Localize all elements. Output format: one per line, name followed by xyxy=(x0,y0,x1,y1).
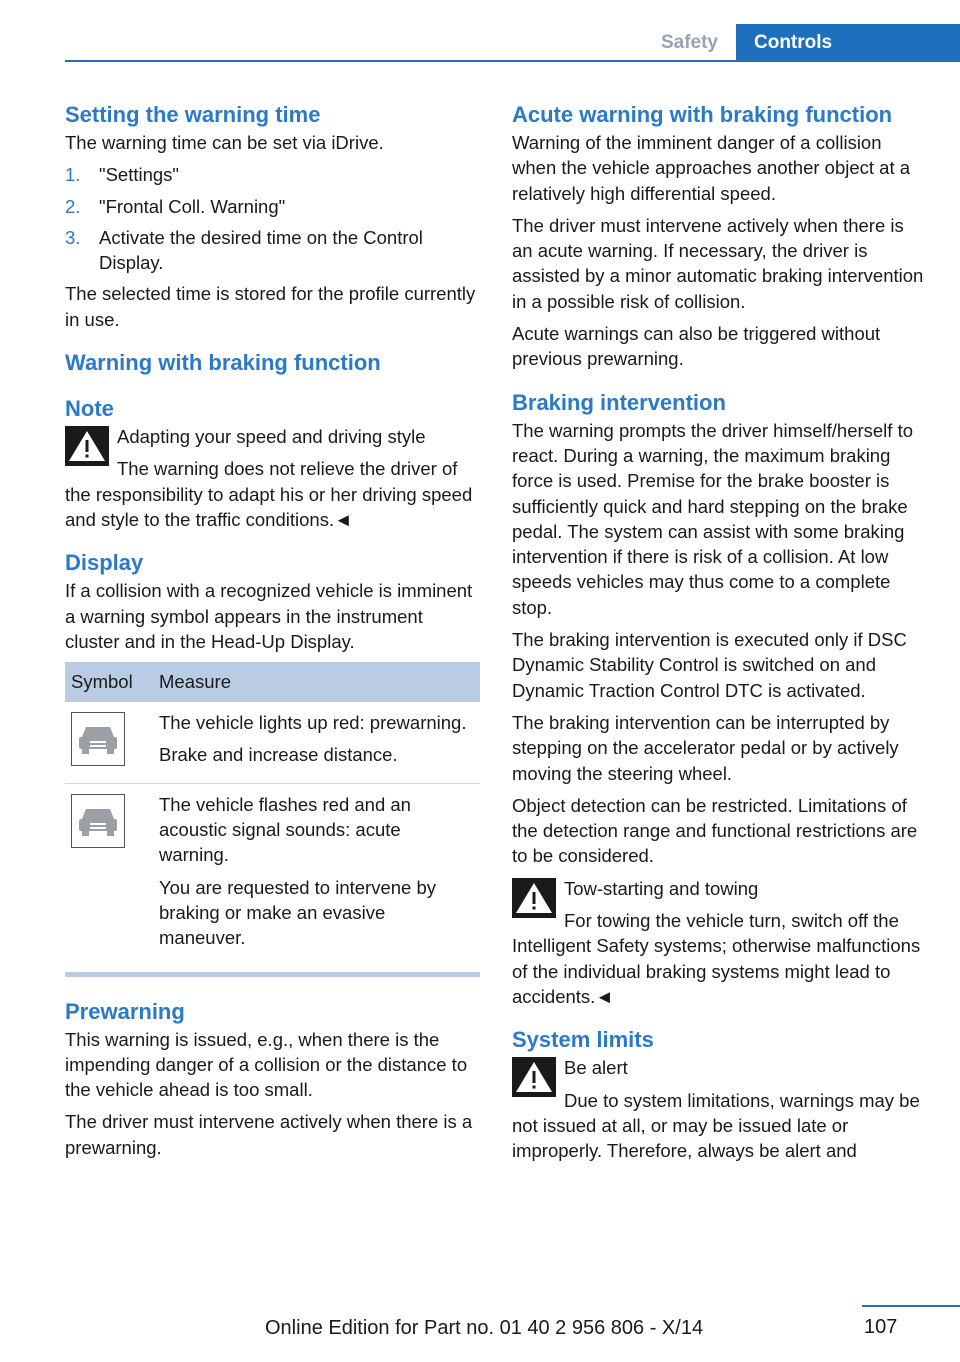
step-number: 3. xyxy=(65,226,81,248)
paragraph-bi-3: The braking intervention can be interrupted by stepping on the accelerator pedal or by actively moving the steering wheel. xyxy=(512,711,899,784)
symbol-cell xyxy=(65,783,153,965)
heading-setting-warning-time: Setting the warning time xyxy=(65,102,321,127)
heading-warning-braking-function: Warning with braking function xyxy=(65,350,381,376)
tab-safety[interactable]: Safety xyxy=(660,32,718,53)
step-number: 2. xyxy=(65,195,81,217)
list-item xyxy=(65,225,480,276)
tab-controls[interactable]: Controls xyxy=(736,24,960,61)
table-bottom-rule xyxy=(65,972,480,977)
paragraph-warning-time: The warning time can be set via iDrive. xyxy=(65,132,384,153)
column-header-symbol: Symbol xyxy=(65,662,153,702)
note-box xyxy=(65,424,480,449)
heading-braking-intervention: Braking intervention xyxy=(512,389,726,415)
alert-note-box xyxy=(512,1055,927,1080)
paragraph-prewarning-1: This warning is issued, e.g., when there is the impending danger of a collision or the distance to the vehicle ahead is too small. xyxy=(65,1028,468,1101)
alert-note-title: Be alert xyxy=(564,1057,628,1079)
heading-system-limits: System limits xyxy=(512,1027,654,1053)
list-item xyxy=(65,194,480,219)
header-rule xyxy=(65,60,960,62)
column-header-measure: Measure xyxy=(153,662,480,702)
tow-note-title: Tow-starting and towing xyxy=(564,877,759,899)
paragraph-acute-1: Warning of the imminent danger of a collision when the vehicle approaches another object at a relatively high differential speed. xyxy=(512,132,911,204)
paragraph-acute-3: Acute warnings can also be triggered without previous prewarning. xyxy=(512,323,881,370)
table-row xyxy=(65,783,480,965)
paragraph-bi-4: Object detection can be restricted. Limitations of the detection range and functional restrictions are to be considered. xyxy=(512,794,918,867)
measure-line: You are requested to intervene by braking or make an evasive maneuver. xyxy=(159,876,437,949)
paragraph-prewarning-2: The driver must intervene actively when there is a prewarning. xyxy=(65,1111,473,1158)
paragraph-acute-2: The driver must intervene actively when there is an acute warning. If necessary, the driver is assisted by a minor automatic braking intervention in a possible risk of collision. xyxy=(512,214,924,312)
heading-acute-warning: Acute warning with braking function xyxy=(512,102,893,127)
page-number: 107 xyxy=(864,1316,898,1338)
measure-cell xyxy=(153,783,480,965)
warning-triangle-icon xyxy=(512,878,556,918)
heading-note: Note xyxy=(65,396,114,422)
step-number: 1. xyxy=(65,164,81,186)
alert-note-body: Due to system limitations, warnings may be not issued at all, or may be issued late or improperly. Therefore, always be alert and xyxy=(512,1089,920,1162)
paragraph-bi-1: The warning prompts the driver himself/herself to react. During a warning, the maximum braking force is used. Premise for the brake booster is sufficiently quick and hard stepping on the brake pedal. The system can assist with some braking intervention if there is risk of a collision. At low speeds vehicles may thus come to a complete stop. xyxy=(512,419,914,618)
right-column xyxy=(512,100,927,1170)
tow-note-body: For towing the vehicle turn, switch off the Intelligent Safety systems; otherwise malfunctions of the individual braking systems might lead to accidents.◄ xyxy=(512,910,921,1007)
step-text: "Settings" xyxy=(99,164,179,186)
car-warning-icon xyxy=(71,794,125,848)
symbol-table xyxy=(65,662,480,965)
header-tabs xyxy=(643,24,960,61)
footer-rule xyxy=(862,1305,960,1307)
warning-triangle-icon xyxy=(512,1057,556,1097)
warning-triangle-icon xyxy=(65,426,109,466)
paragraph-stored: The selected time is stored for the profile currently in use. xyxy=(65,283,476,330)
paragraph-bi-2: The braking intervention is executed only if DSC Dynamic Stability Control is switched on and Dynamic Traction Control DTC is activated. xyxy=(512,629,907,701)
measure-line: Brake and increase distance. xyxy=(159,744,398,766)
measure-cell xyxy=(153,702,480,783)
table-row xyxy=(65,702,480,783)
left-column xyxy=(65,100,480,1167)
measure-line: The vehicle lights up red: prewarning. xyxy=(159,712,467,734)
steps-list xyxy=(65,162,480,275)
note-body: The warning does not relieve the driver of the responsibility to adapt his or her driving speed and style to the traffic conditions.◄ xyxy=(65,458,473,530)
list-item xyxy=(65,162,480,187)
heading-prewarning: Prewarning xyxy=(65,998,185,1024)
paragraph-display: If a collision with a recognized vehicle is imminent a warning symbol appears in the instrument cluster and in the Head-Up Display. xyxy=(65,580,473,652)
edition-text: Online Edition for Part no. 01 40 2 956 806 - X/14 xyxy=(265,1317,704,1339)
measure-line: The vehicle flashes red and an acoustic signal sounds: acute warning. xyxy=(159,793,411,866)
heading-display: Display xyxy=(65,550,144,576)
step-text: Activate the desired time on the Control Display. xyxy=(99,226,423,274)
step-text: "Frontal Coll. Warning" xyxy=(99,195,286,217)
symbol-cell xyxy=(65,702,153,783)
car-warning-icon xyxy=(71,712,125,766)
note-title: Adapting your speed and driving style xyxy=(117,426,426,448)
tow-note-box xyxy=(512,876,927,901)
